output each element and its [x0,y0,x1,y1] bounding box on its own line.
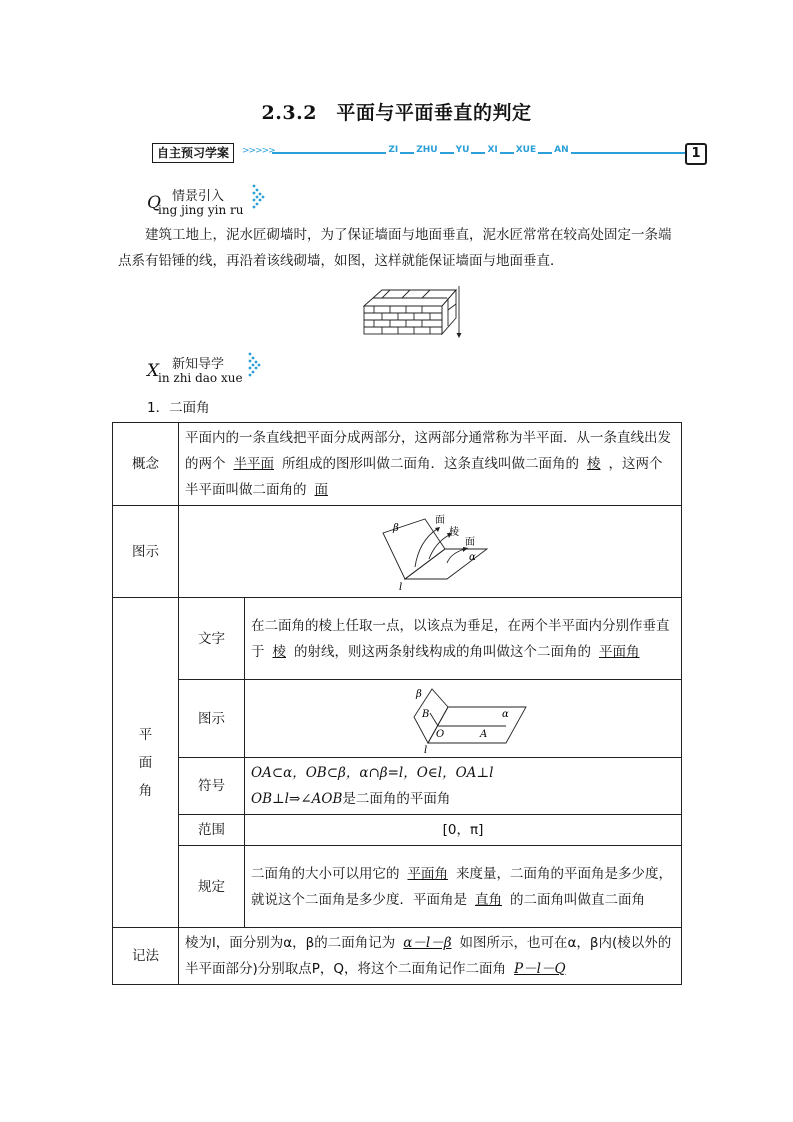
subheading-dihedral: 1．二面角 [147,400,210,416]
rule-text: 的二面角叫做直二面角 [510,891,645,908]
text-cell [245,598,682,680]
banner-letter: XI [487,145,498,155]
brick-wall-figure [360,284,464,340]
banner-letter: AN [554,145,569,155]
blank-answer: α－l－β [403,935,452,951]
intro-paragraph: 建筑工地上，泥水匠砌墙时，为了保证墙面与地面垂直，泥水匠常常在较高处固定一条端点系有铅锤的线，再沿着该线砌墙，如图，这样就能保证墙面与地面垂直． [118,227,672,269]
label-b: B [422,708,430,720]
label-beta: β [416,688,422,700]
page-title: 2.3.2 平面与平面垂直的判定 [261,102,532,124]
dotted-arrow-icon [247,351,263,377]
blank-answer: 平面角 [599,643,640,660]
banner-letters [272,145,685,155]
symbol-text: 是二面角的平面角 [342,791,451,807]
label-edge: 棱 [449,526,459,538]
table-row [113,506,682,598]
section-heading-text: 情景引入 [172,189,225,204]
row-label: 符号 [179,758,245,815]
blank-answer: P－l－Q [514,961,566,977]
label-beta: β [393,522,399,534]
table-row [113,928,682,985]
section-heading-cap: X [147,361,160,381]
table-row [113,846,682,928]
label-l: l [399,581,403,593]
concept-text: 所组成的图形叫做二面角．这条直线叫做二面角的 [282,456,579,472]
range-value: [0，π] [245,815,682,846]
text-content: 在二面角的棱上任取一点，以该点为垂足，在两个半平面内分别作垂直于 [251,617,670,660]
concept-cell [179,423,682,506]
row-label: 文字 [179,598,245,680]
banner-number: 1 [685,143,707,165]
blank-answer: 棱 [272,643,286,660]
label-o: O [436,728,445,740]
label-a: A [480,728,488,740]
table-row [113,815,682,846]
symbol-line [251,786,675,812]
banner-letter: ZI [388,145,399,155]
section-heading-pinyin: in zhi dao xue [158,371,243,385]
label-alpha: α [502,708,509,720]
text-content: 的射线，则这两条射线构成的角叫做这个二面角的 [294,643,591,660]
row-label: 规定 [179,846,245,928]
figure-cell [245,680,682,758]
symbol-line: OA⊂α，OB⊂β，α∩β=l，O∈l，OA⊥l [251,765,494,781]
figure-cell [179,506,682,598]
concept-text: 平面内的一条直线把平面分成两部分，这两部分通常称为半平面．从一条直线出发的两个 [185,430,671,472]
banner-letter: ZHU [416,145,438,155]
blank-answer: 平面角 [407,865,448,882]
banner-arrows-icon: >>>>> [242,146,275,156]
section-heading-intro [147,183,287,219]
symbol-expression: OB⊥l⇒∠AOB [251,791,343,807]
row-label: 图示 [179,680,245,758]
section-heading-text: 新知导学 [172,357,225,372]
table-row [113,758,682,815]
label-l: l [424,744,428,755]
row-label: 记法 [113,928,179,985]
table-row [113,680,682,758]
label-alpha: α [469,551,476,563]
section-heading-cap: Q [147,193,161,213]
section-banner [152,143,707,163]
table-row [113,598,682,680]
blank-answer: 直角 [475,891,502,908]
row-label-plane-angle [113,598,179,928]
notation-text: 如图所示，也可在α，β内(棱以外的半平面部分)分别取点P，Q，将这个二面角记作二面角 [185,935,672,977]
banner-label: 自主预习学案 [152,143,234,163]
banner-letter: XUE [515,145,537,155]
rule-text: 来度量，二面角的平面角是多少度，就说这个二面角是多少度．平面角是 [251,865,672,908]
banner-letter: YU [455,145,470,155]
label-face: 面 [465,536,475,548]
rule-text: 二面角的大小可以用它的 [251,865,400,882]
dotted-arrow-icon [251,183,267,209]
section-heading-new-knowledge [147,351,287,387]
concept-text: ，这两个半平面叫做二面角的 [185,456,663,498]
row-label: 平面角 [138,726,153,799]
table-row [113,423,682,506]
row-label: 范围 [179,815,245,846]
notation-cell [179,928,682,985]
blank-answer: 半平面 [233,456,274,472]
label-face: 面 [435,514,445,526]
dihedral-angle-table [112,422,682,985]
notation-text: 棱为l，面分别为α，β的二面角记为 [185,935,396,951]
row-label: 图示 [113,506,179,598]
plane-angle-figure [398,683,528,755]
symbol-cell [245,758,682,815]
blank-answer: 面 [314,482,328,498]
rule-cell [245,846,682,928]
section-heading-pinyin: ing jing yin ru [158,203,244,217]
blank-answer: 棱 [587,456,601,472]
dihedral-figure [365,511,495,593]
row-label: 概念 [113,423,179,506]
